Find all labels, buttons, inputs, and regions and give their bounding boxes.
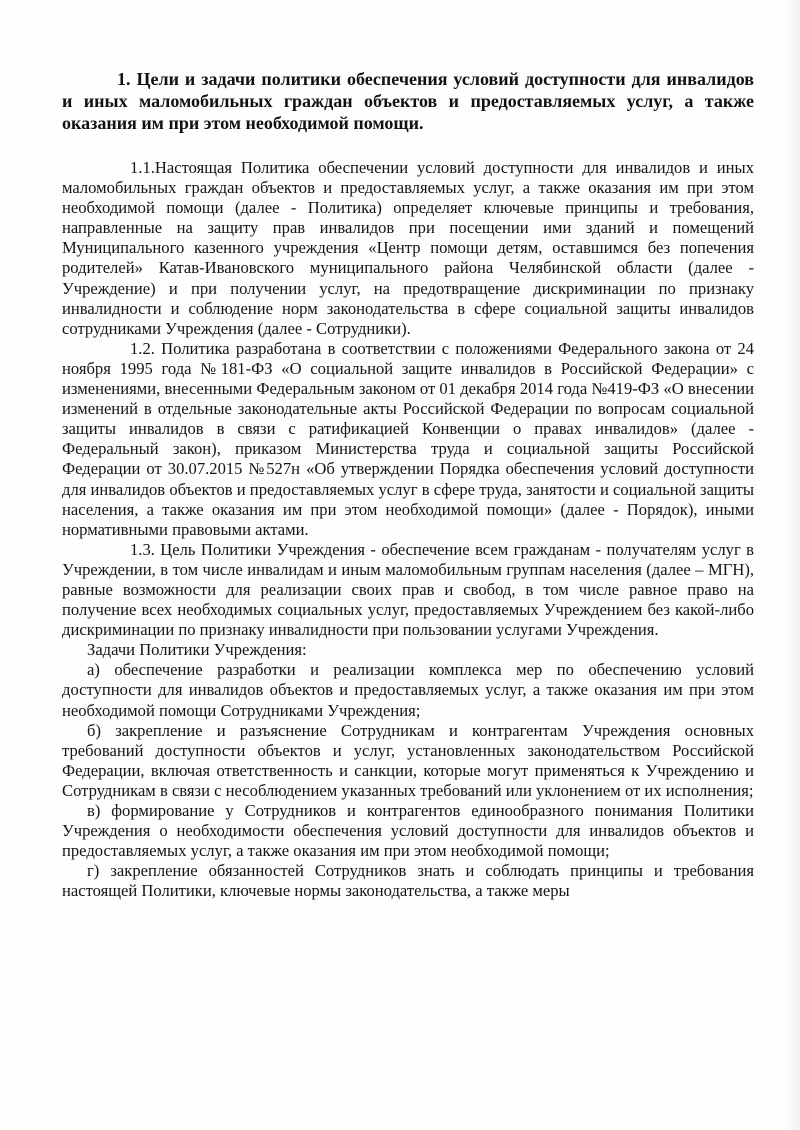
document-body <box>62 158 754 901</box>
task-c: в) формирование у Сотрудников и контрагентов единообразного понимания Политики Учреждения о необходимости обеспечения условий доступности для инвалидов объектов и предоставляемых услуг, а также оказания им при этом необходимой помощи; <box>62 801 754 861</box>
tasks-intro: Задачи Политики Учреждения: <box>87 640 307 660</box>
section-heading: 1. Цели и задачи политики обеспечения условий доступности для инвалидов и иных маломобильных граждан объектов и предоставляемых услуг, а также оказания им при этом необходимой помощи. <box>62 69 754 133</box>
paragraph-1-1: 1.1.Настоящая Политика обеспечении условий доступности для инвалидов и иных маломобильных граждан объектов и предоставляемых услуг, а также оказания им при этом необходимой помощи (далее - Политика) определяет ключевые принципы и требования, направленные на защиту прав инвалидов при посещении ими зданий и помещений Муниципального казенного учреждения «Центр помощи детям, оставшимся без попечения родителей» Катав-Ивановского муниципального района Челябинской области (далее - Учреждение) и при получении услуг, на предотвращение дискриминации по признаку инвалидности и соблюдение норм законодательства в сфере социальной защиты инвалидов сотрудниками Учреждения (далее - Сотрудники). <box>62 158 754 338</box>
page-edge-shadow <box>786 0 800 1130</box>
paragraph-1-3: 1.3. Цель Политики Учреждения - обеспечение всем гражданам - получателям услуг в Учреждении, в том числе инвалидам и иным маломобильным группам населения (далее – МГН), равные возможности для реализации своих прав и свобод, в том числе равное право на получение всех необходимых социальных услуг, предоставляемых Учреждением без какой-либо дискриминации по признаку инвалидности при пользовании услугами Учреждения. <box>62 539 754 640</box>
task-a: а) обеспечение разработки и реализации комплекса мер по обеспечению условий доступности для инвалидов объектов и предоставляемых услуг, а также оказания им при этом необходимой помощи Сотрудниками Учреждения; <box>62 660 754 720</box>
paragraph-1-2: 1.2. Политика разработана в соответствии с положениями Федерального закона от 24 ноября 1995 года №181-ФЗ «О социальной защите инвалидов в Российской Федерации» с изменениями, внесенными Федеральным законом от 01 декабря 2014 года №419-ФЗ «О внесении изменений в отдельные законодательные акты Российской Федерации по вопросам социальной защиты инвалидов в связи с ратификацией Конвенции о правах инвалидов» (далее - Федеральный закон), приказом Министерства труда и социальной защиты Российской Федерации от 30.07.2015 №527н «Об утверждении Порядка обеспечения условий доступности для инвалидов объектов и предоставляемых услуг в сфере труда, занятости и социальной защиты населения, а также оказания им при этом необходимой помощи» (далее - Порядок), иными нормативными правовыми актами. <box>62 338 754 539</box>
task-d: г) закрепление обязанностей Сотрудников знать и соблюдать принципы и требования настоящей Политики, ключевые нормы законодательства, а также меры <box>62 861 754 901</box>
task-b: б) закрепление и разъяснение Сотрудникам и контрагентам Учреждения основных требований доступности объектов и услуг, установленных законодательством Российской Федерации, включая ответственность и санкции, которые могут применяться к Учреждению и Сотрудникам в связи с несоблюдением указанных требований или уклонением от их исполнения; <box>62 720 754 800</box>
